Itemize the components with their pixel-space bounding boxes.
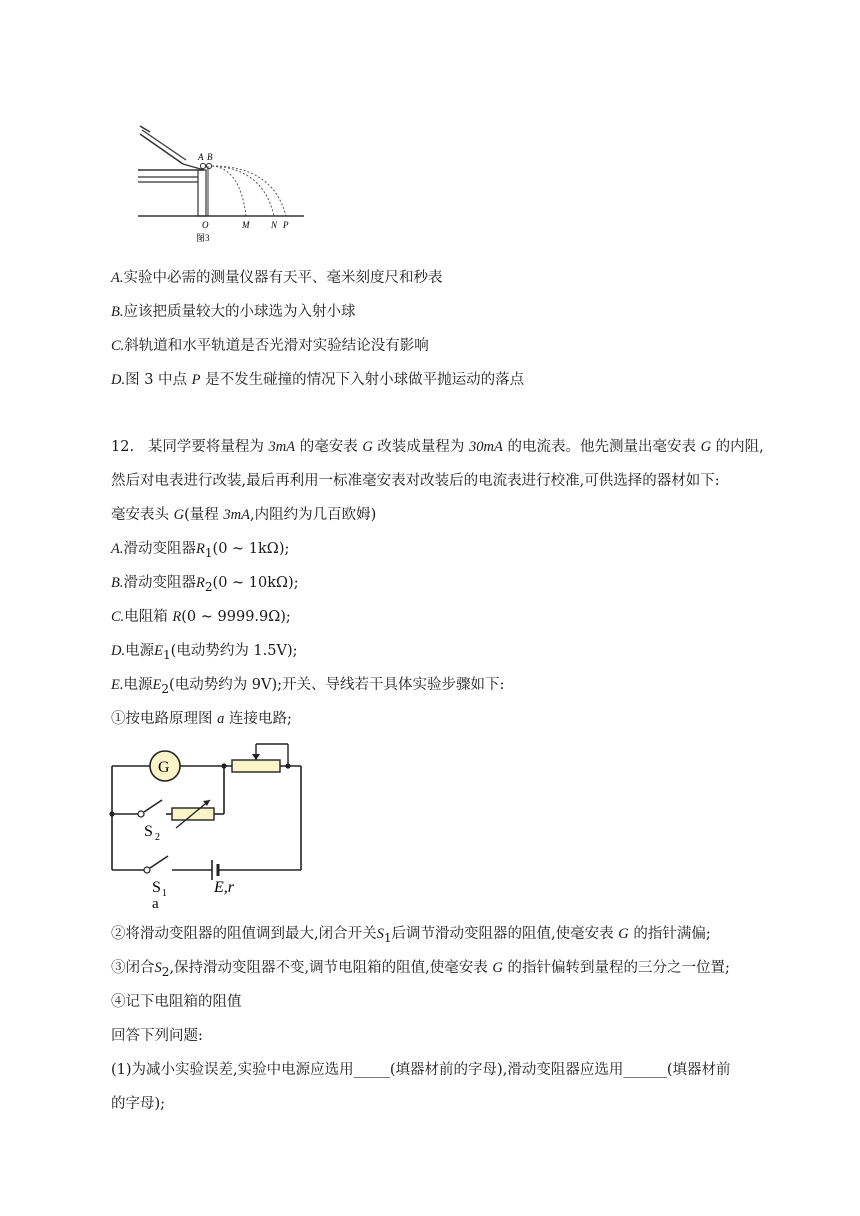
option-b: B.应该把质量较大的小球选为入射小球 bbox=[111, 304, 356, 320]
step-3: ③闭合$S_2$,保持滑动变阻器不变,调节电阻箱的阻值,使毫安表 G 的指针偏转到量程的三分之一位置; bbox=[111, 960, 730, 979]
meter-description: 毫安表头 G(量程 3mA,内阻约为几百欧姆) bbox=[111, 507, 377, 523]
equipment-item-c: C.电阻箱 R(0 ~ 9999.9Ω); bbox=[111, 609, 291, 625]
question-number: 12. bbox=[111, 439, 135, 455]
step-4: ④记下电阻箱的阻值 bbox=[111, 994, 242, 1010]
figure-caption: 图3 bbox=[196, 233, 210, 243]
switch-s1-icon bbox=[150, 856, 168, 868]
figure-3-projectile-diagram bbox=[128, 122, 308, 244]
q12-intro-line1: 12. 某同学要将量程为 3mA 的毫安表 G 改装成量程为 30mA 的电流表。他先测量出毫安表 G 的内阻, bbox=[111, 439, 764, 455]
step-2: ②将滑动变阻器的阻值调到最大,闭合开关$S_1$后调节滑动变阻器的阻值,使毫安表 G 的指针满偏; bbox=[111, 926, 711, 945]
label-b: B bbox=[207, 152, 213, 162]
step-1: ①按电路原理图 a 连接电路; bbox=[111, 711, 292, 727]
galvanometer-label: G bbox=[158, 759, 170, 776]
equipment-item-a: A.滑动变阻器$R_1(0$ ~ 1kΩ); bbox=[111, 541, 290, 560]
equipment-item-e: E.电源$E_2$(电动势约为 9V);开关、导线若干具体实验步骤如下: bbox=[111, 677, 505, 696]
option-d: D.图 3 中点 P 是不发生碰撞的情况下入射小球做平抛运动的落点 bbox=[111, 372, 525, 388]
label-m: M bbox=[242, 220, 250, 230]
circuit-caption: a bbox=[152, 896, 159, 910]
option-c: C.斜轨道和水平轨道是否光滑对实验结论没有影响 bbox=[111, 338, 429, 354]
label-a: A bbox=[198, 152, 204, 162]
q12-intro-line2: 然后对电表进行改装,最后再利用一标准毫安表对改装后的电流表进行校准,可供选择的器材如下: bbox=[111, 473, 720, 489]
label-n: N bbox=[271, 220, 278, 230]
sub-question-1-cont: 的字母); bbox=[111, 1096, 166, 1112]
equipment-item-d: D.电源$E_1$(电动势约为 1.5V); bbox=[111, 643, 298, 662]
switch-s1-label: S bbox=[152, 879, 161, 896]
switch-s2-icon bbox=[144, 800, 162, 812]
circuit-diagram-a bbox=[104, 738, 314, 910]
option-a: A.实验中必需的测量仪器有天平、毫米刻度尺和秒表 bbox=[111, 270, 443, 286]
switch-s2-sub: 2 bbox=[155, 832, 160, 843]
source-label: E,r bbox=[214, 879, 234, 896]
equipment-item-b: B.滑动变阻器$R_2(0$ ~ 10kΩ); bbox=[111, 575, 299, 594]
switch-s1-sub: 1 bbox=[162, 888, 167, 899]
label-o: O bbox=[202, 220, 209, 230]
switch-s2-label: S bbox=[144, 823, 153, 840]
sub-question-1: (1)为减小实验误差,实验中电源应选用_____(填器材前的字母),滑动变阻器应选用______(填器材前 bbox=[111, 1062, 731, 1078]
answer-heading: 回答下列问题: bbox=[111, 1028, 203, 1044]
label-p: P bbox=[283, 220, 289, 230]
rheostat-icon bbox=[232, 760, 280, 772]
